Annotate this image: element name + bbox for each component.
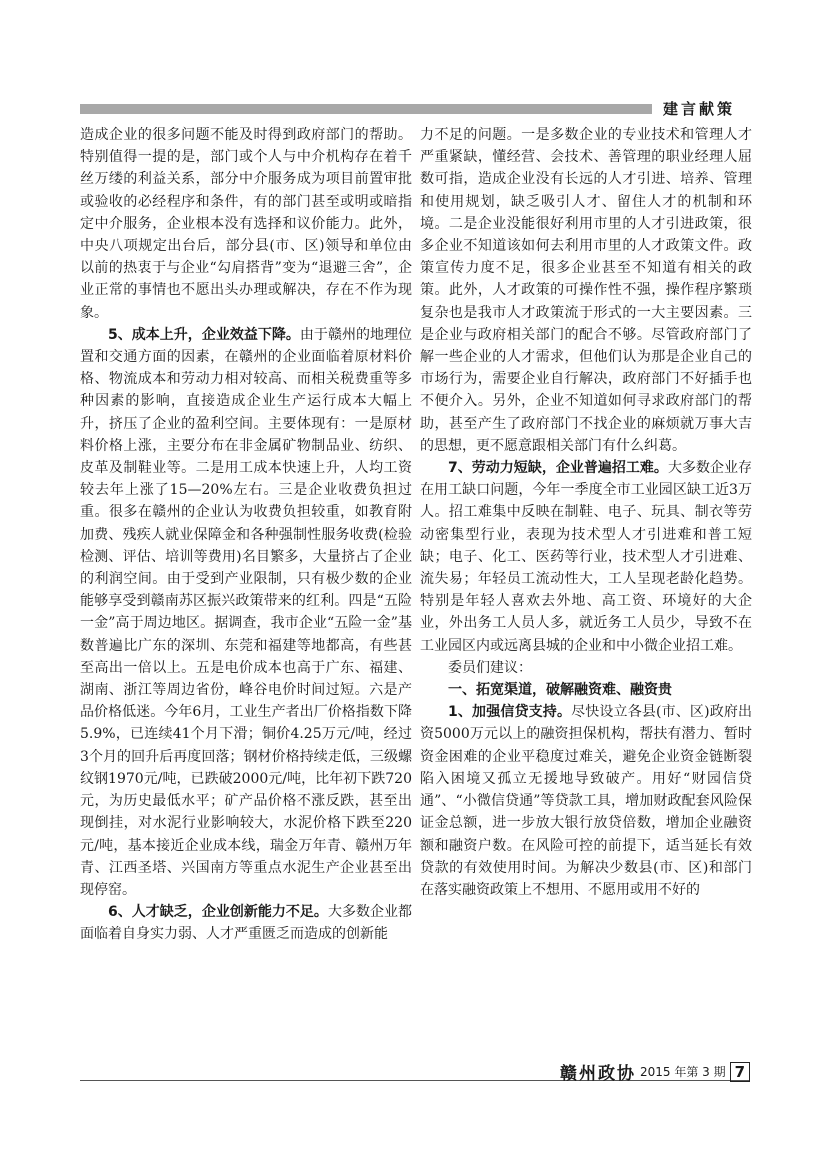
paragraph: 造成企业的很多问题不能及时得到政府部门的帮助。特别值得一提的是，部门或个人与中介机构存在着千丝万缕的利益关系，部分中介服务成为项目前置审批或验收的必经程序和条件，有的部门甚至或明或暗指定中介服务，企业根本没有选择和议价能力。此外，中央八项规定出台后，部分县(市、区)领导和单位由以前的热衷于与企业“勾肩搭背”变为“退避三舍”，企业正常的事情也不愿出头办理或解决，存在不作为现象。 xyxy=(80,127,412,321)
paragraph-lead: 5、成本上升，企业效益下降。 xyxy=(108,326,300,343)
paragraph xyxy=(420,701,752,901)
paragraph-body: 大多数企业都面临着自身实力弱、人才严重匮乏而造成的创新能 xyxy=(80,904,412,943)
right-column xyxy=(420,124,752,901)
footer xyxy=(560,1059,750,1084)
paragraph-body: 大多数企业存在用工缺口问题，今年一季度全市工业园区缺工近3万人。招工难集中反映在制鞋、电子、玩具、制衣等劳动密集型行业，表现为技术型人才引进难和普工短缺；电子、化工、医药等行业，技术型人才引进难、流失易；年轻员工流动性大，工人呈现老龄化趋势。特别是年轻人喜欢去外地、高工资、环境好的大企业，外出务工人员人多，就近务工人员少，导致不在工业园区内或远离县城的企业和中小微企业招工难。 xyxy=(420,460,752,654)
paragraph-lead: 6、人才缺乏，企业创新能力不足。 xyxy=(108,904,328,921)
header-rule xyxy=(80,104,652,114)
paragraph xyxy=(80,324,412,901)
paragraph-lead: 1、加强信贷支持。 xyxy=(448,704,572,721)
paragraph-body: 尽快设立各县(市、区)政府出资5000万元以上的融资担保机构，帮扶有潜力、暂时资金困难的企业平稳度过难关，避免企业资金链断裂陷入困境又孤立无援地导致破产。用好“财园信贷通”、“小微信贷通”等贷款工具，增加财政配套风险保证金总额，进一步放大银行放贷倍数，增加企业融资额和融资户数。在风险可控的前提下，适当延长有效贷款的有效使用时间。为解决少数县(市、区)和部门在落实融资政策上不想用、不愿用或用不好的 xyxy=(420,704,752,898)
paragraph: 力不足的问题。一是多数企业的专业技术和管理人才严重紧缺，懂经营、会技术、善管理的职业经理人屈数可指，造成企业没有长远的人才引进、培养、管理和使用规划，缺乏吸引人才、留住人才的机制和环境。二是企业没能很好利用市里的人才引进政策，很多企业不知道该如何去利用市里的人才政策文件。政策宣传力度不足，很多企业甚至不知道有相关的政策。此外，人才政策的可操作性不强，操作程序繁琐复杂也是我市人才政策流于形式的一大主要因素。三是企业与政府相关部门的配合不够。尽管政府部门了解一些企业的人才需求，但他们认为那是企业自己的市场行为，需要企业自行解决，政府部门不好插手也不便介入。另外，企业不知道如何寻求政府部门的帮助，甚至产生了政府部门不找企业的麻烦就万事大吉的思想，更不愿意跟相关部门有什么纠葛。 xyxy=(420,127,752,454)
paragraph xyxy=(420,457,752,657)
section-tag: 建言献策 xyxy=(663,100,736,118)
paragraph: 委员们建议： xyxy=(448,659,532,676)
section-heading: 一、拓宽渠道，破解融资难、融资贵 xyxy=(448,682,672,699)
paragraph xyxy=(80,901,412,945)
issue-label: 2015 年第 3 期 xyxy=(640,1065,726,1079)
journal-name: 赣州政协 xyxy=(560,1064,636,1084)
paragraph-body: 由于赣州的地理位置和交通方面的因素，在赣州的企业面临着原材料价格、物流成本和劳动力相对较高、而相关税费重等多种因素的影响，直接造成企业生产运行成本大幅上升，挤压了企业的盈利空间。主要体现有：一是原材料价格上涨，主要分布在非金属矿物制品业、纺织、皮革及制鞋业等。二是用工成本快速上升，人均工资较去年上涨了15—20%左右。三是企业收费负担过重。很多在赣州的企业认为收费负担较重，如教育附加费、残疾人就业保障金和各种强制性服务收费(检验检测、评估、培训等费用)名目繁多，大量挤占了企业的利润空间。由于受到产业限制，只有极少数的企业能够享受到赣南苏区振兴政策带来的红利。四是“五险一金”高于周边地区。据调查，我市企业“五险一金”基数普遍比广东的深圳、东莞和福建等地都高，有些甚至高出一倍以上。五是电价成本也高于广东、福建、湖南、浙江等周边省份，峰谷电价时间过短。六是产品价格低迷。今年6月，工业生产者出厂价格指数下降5.9%，已连续41个月下滑；铜价4.25万元/吨，经过3个月的回升后再度回落；钢材价格持续走低，三级螺纹钢1970元/吨，已跌破2000元/吨，比年初下跌720元，为历史最低水平；矿产品价格不涨反跌，甚至出现倒挂，对水泥行业影响较大，水泥价格下跌至220元/吨，基本接近企业成本线，瑞金万年青、赣州万年青、江西圣塔、兴国南方等重点水泥生产企业甚至出现停窑。 xyxy=(80,326,413,898)
left-column xyxy=(80,124,412,946)
page-number: 7 xyxy=(730,1062,750,1082)
paragraph-lead: 7、劳动力短缺，企业普遍招工难。 xyxy=(448,460,668,477)
